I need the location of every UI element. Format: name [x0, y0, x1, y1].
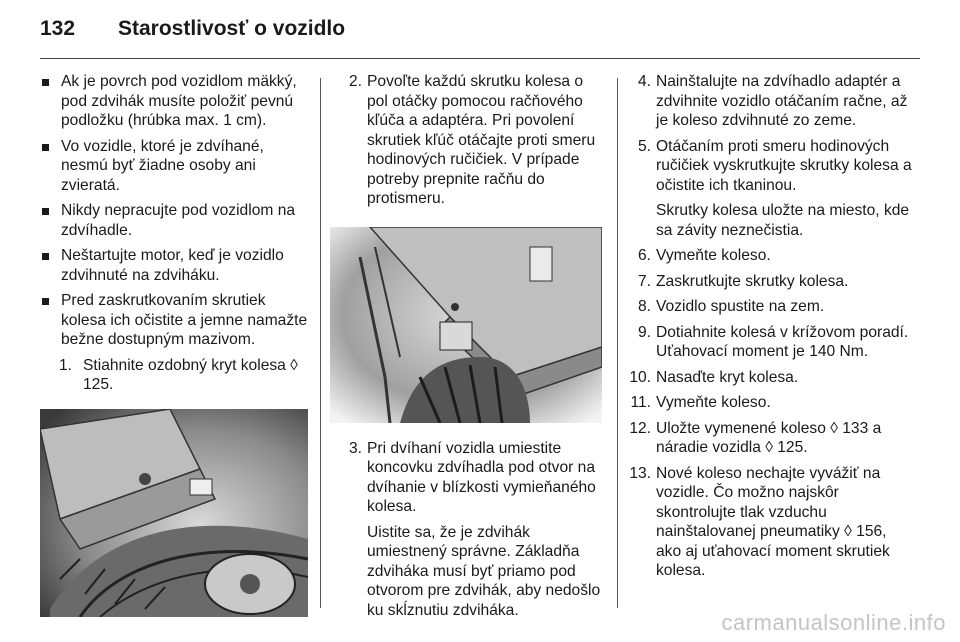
list-item: Neštartujte motor, keď je vozidlo zdvihnuté na zdviháku.: [40, 246, 308, 285]
step-text: Nové koleso nechajte vyvážiť na vozidle. Čo možno najskôr skontrolujte tlak vzduchu nainštalovanej pneumatiky ◊ 156, ako aj uťahovací moment skrutiek kolesa.: [656, 464, 890, 579]
step-2: [336, 72, 604, 209]
step-5-note: Skrutky kolesa uložte na miesto, kde sa závity neznečistia.: [656, 202, 910, 239]
step-text: Nainštalujte na zdvíhadlo adaptér a zdvihnite vozidlo otáčaním račne, až je koleso zdvihnuté zo zeme.: [656, 73, 908, 129]
step-number: 7.: [637, 272, 651, 290]
wheel-cover-photo: [40, 409, 308, 617]
step-number: 6.: [637, 247, 651, 264]
list-item: Nikdy nepracujte pod vozidlom na zdvíhadle.: [40, 201, 308, 240]
step-12: [625, 419, 915, 458]
step-text: Uložte vymenené koleso ◊ 133 a náradie vozidla ◊ 125.: [656, 419, 882, 456]
column-divider-right: [617, 78, 618, 608]
list-item: Ak je povrch pod vozidlom mäkký, pod zdvihák musíte položiť pevnú podložku (hrúbka max. 1 cm).: [40, 72, 308, 131]
step-8: [625, 297, 915, 317]
column-left: [40, 72, 308, 623]
column-right: [625, 72, 915, 587]
step-6: [625, 246, 915, 266]
step-number: 2.: [348, 73, 362, 90]
step-number: 10.: [629, 368, 651, 386]
step-text: Nasaďte kryt kolesa.: [656, 368, 799, 386]
step-number: 9.: [637, 323, 651, 341]
step-text: Otáčaním proti smeru hodinových ručičiek vyskrutkujte skrutky kolesa a očistite ich tkaninou.: [656, 137, 912, 194]
step-3: [336, 439, 604, 517]
step-13: [625, 464, 915, 581]
step-number: 8.: [637, 298, 651, 315]
step-number: 1.: [58, 356, 72, 374]
column-middle: [336, 72, 604, 626]
step-11: [625, 393, 915, 413]
step-4: [625, 72, 915, 131]
step-5: [625, 137, 915, 196]
step-7: [625, 272, 915, 292]
step-3-note: Uistite sa, že je zdvihák umiestnený správne. Základňa zdviháka musí byť priamo pod otvorom pre zdvihák, aby nedošlo ku skĺznutiu zdviháka.: [367, 523, 601, 619]
step-number: 13.: [629, 464, 651, 482]
page-title: Starostlivosť o vozidlo: [118, 17, 346, 40]
step-number: 5.: [637, 137, 651, 155]
step-text: Vozidlo spustite na zem.: [656, 298, 825, 315]
page-header: [40, 14, 920, 50]
step-number: 3.: [348, 439, 362, 457]
header-rule: [40, 58, 920, 59]
step-text: Zaskrutkujte skrutky kolesa.: [656, 272, 849, 290]
step-text: Pri dvíhaní vozidla umiestite koncovku zdvíhadla pod otvor na dvíhanie v blízkosti vymieňaného kolesa.: [367, 439, 596, 515]
step-1: [40, 356, 308, 395]
step-number: 4.: [637, 73, 651, 90]
step-text: Stiahnite ozdobný kryt kolesa ◊ 125.: [83, 356, 298, 393]
step-number: 12.: [629, 419, 651, 437]
list-item: Pred zaskrutkovaním skrutiek kolesa ich očistite a jemne namažte bežne dostupným mazivom.: [40, 291, 308, 350]
step-number: 11.: [630, 394, 651, 411]
wheel-bolts-photo: [330, 227, 604, 423]
list-item: Vo vozidle, ktoré je zdvíhané, nesmú byť žiadne osoby ani zvieratá.: [40, 137, 308, 196]
watermark: carmanualsonline.info: [721, 610, 946, 635]
step-9: [625, 323, 915, 362]
step-text: Vymeňte koleso.: [656, 247, 771, 264]
jack-point-illustration: [330, 227, 602, 423]
step-10: [625, 368, 915, 388]
step-text: Povoľte každú skrutku kolesa o pol otáčky pomocou račňového kľúča a adaptéra. Pri povolení skrutiek kľúč otáčajte proti smeru hodinových ručičiek. V prípade potreby prepnite račňu do protismeru.: [367, 73, 596, 207]
step-text: Dotiahnite kolesá v krížovom poradí. Uťahovací moment je 140 Nm.: [656, 323, 909, 360]
step-text: Vymeňte koleso.: [656, 394, 771, 411]
column-divider-left: [320, 78, 321, 608]
page-number: 132: [40, 17, 76, 40]
wheel-hub-illustration: [40, 409, 308, 617]
